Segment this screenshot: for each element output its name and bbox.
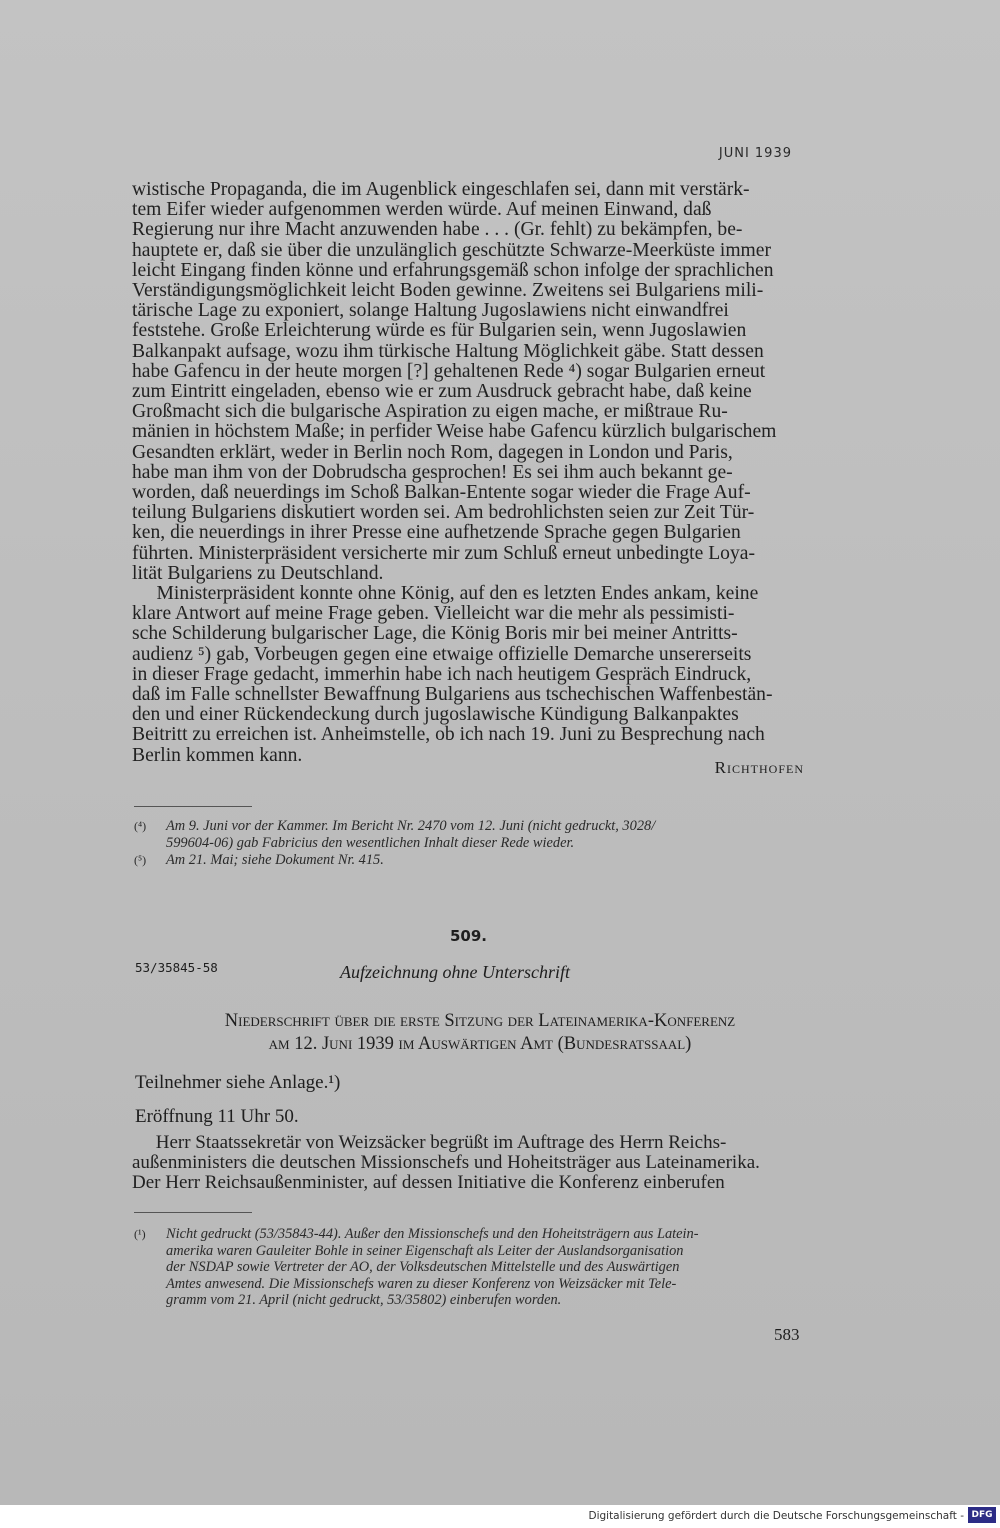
text-line: ken, die neuerdings in ihrer Presse eine aufhetzende Sprache gegen Bulgarien [132,523,741,544]
footnote-4 [134,818,802,851]
document-kind: Aufzeichnung ohne Unterschrift [340,962,570,982]
text-line: leicht Eingang finden könne und erfahrungsgemäß schon infolge der sprachlichen [132,260,774,281]
document-heading-line-1: Niederschrift über die erste Sitzung der Lateinamerika-Konferenz [224,1011,736,1031]
footnote-line: amerika waren Gauleiter Bohle in seiner Eigenschaft als Leiter der Auslandsorganisation [166,1242,684,1259]
signature: Richthofen [714,758,804,777]
text-line: Ministerpräsident konnte ohne König, auf den es letzten Endes ankam, keine [132,584,759,605]
page-number: 583 [774,1325,800,1344]
text-line: Balkanpakt aufsage, wozu ihm türkische Haltung Möglichkeit gäbe. Statt dessen [132,341,764,362]
document-reference: 53/35845-58 [135,960,218,975]
text-line: in dieser Frage gedacht, immerhin habe ich nach heutigem Gespräch Eindruck, [132,664,752,685]
footnote-rule [134,1212,252,1213]
footnote-rule [134,806,252,807]
footnote-line: Amtes anwesend. Die Missionschefs waren zu dieser Konferenz von Weizsäcker mit Tele- [166,1275,677,1292]
text-line: den und einer Rückendeckung durch jugoslawische Kündigung Balkanpaktes [132,705,739,726]
text-line: Verständigungsmöglichkeit leicht Boden gewinne. Zweitens sei Bulgariens mili- [132,281,764,302]
text-line: feststehe. Große Erleichterung würde es für Bulgarien sein, wenn Jugoslawien [132,321,747,342]
text-line: Großmacht sich die bulgarische Aspiration zu eigen mache, er mißtraue Ru- [132,402,728,423]
text-line: habe man ihm von der Dobrudscha gesprochen! Es sei ihm auch bekannt ge- [132,462,733,483]
footnote-line: der NSDAP sowie Vertreter der AO, der Volksdeutschen Mittelstelle und des Auswärtigen [166,1259,680,1275]
text-line: tärische Lage zu exponiert, solange Haltung Jugoslawiens nicht einwandfrei [132,301,729,322]
text-line: mänien in höchstem Maße; in perfider Weise habe Gafencu kürzlich bulgarischem [132,422,777,443]
text-line: habe Gafencu in der heute morgen [?] gehaltenen Rede ⁴) sogar Bulgarien erneut [132,361,766,382]
text-line: worden, daß neuerdings im Schoß Balkan-Entente sogar wieder die Frage Auf- [132,483,751,504]
footnote-line: Nicht gedruckt (53/35843-44). Außer den Missionschefs und den Hoheitsträgern aus Latein- [166,1226,699,1242]
footnote-number: (¹) [134,1227,146,1241]
text-line: führten. Ministerpräsident versicherte mir zum Schluß erneut unbedingte Loya- [132,543,756,564]
credit-text: Digitalisierung gefördert durch die Deutsche Forschungsgemeinschaft - [588,1510,964,1522]
footnote-line: Am 21. Mai; siehe Dokument Nr. 415. [166,852,384,868]
text-line: Beitritt zu erreichen ist. Anheimstelle, ob ich nach 19. Juni zu Besprechung nach [132,725,765,746]
text-line: zum Eintritt eingeladen, ebenso wie er zum Ausdruck gebracht habe, daß keine [132,382,752,403]
text-line: Herr Staatssekretär von Weizsäcker begrüßt im Auftrage des Herrn Reichs- [132,1133,727,1153]
footnote-5 [134,852,802,869]
footnote-line: Am 9. Juni vor der Kammer. Im Bericht Nr. 2470 vom 12. Juni (nicht gedruckt, 3028/ [166,818,656,834]
text-line: teilung Bulgariens diskutiert worden sei. Am bedrohlichsten seien zur Zeit Tür- [132,503,755,524]
text-line: Gesandten erklärt, weder in Berlin noch Rom, dagegen in London und Paris, [132,442,733,463]
text-line: daß im Falle schnellster Bewaffnung Bulgariens aus tschechischen Waffenbestän- [132,685,773,706]
text-line: außenministers die deutschen Missionschefs und Hoheitsträger aus Lateinamerika. [132,1153,760,1174]
text-line: klare Antwort auf meine Frage geben. Vielleicht war die mehr als pessimisti- [132,604,735,625]
text-line: sche Schilderung bulgarischer Lage, die König Boris mir bei meiner Antritts- [132,624,738,645]
dfg-logo[interactable]: DFG [968,1507,996,1523]
footnote-number: (⁵) [134,853,147,867]
participants-line: Teilnehmer siehe Anlage.¹) [135,1072,341,1093]
text-line: hauptete er, daß sie über die unzulänglich geschützte Schwarze-Meerküste immer [132,240,772,261]
opening-line: Eröffnung 11 Uhr 50. [135,1106,299,1127]
document-heading-line-2: am 12. Juni 1939 im Auswärtigen Amt (Bundesratssaal) [268,1034,692,1054]
text-line: Berlin kommen kann. [132,745,303,766]
text-line: lität Bulgariens zu Deutschland. [132,563,384,584]
document-number: 509. [450,927,488,945]
text-line: wistische Propaganda, die im Augenblick eingeschlafen sei, dann mit verstärk- [132,180,750,200]
running-head: JUNI 1939 [718,146,792,161]
footnote-number: (⁴) [134,819,147,833]
text-line: Der Herr Reichsaußenminister, auf dessen Initiative die Konferenz einberufen [132,1173,725,1194]
text-line: audienz ⁵) gab, Vorbeugen gegen eine etwaige offizielle Demarche unsererseits [132,644,752,665]
document-body [132,1133,796,1194]
footnote-1 [134,1226,802,1309]
footnote-line: 599604-06) gab Fabricius den wesentlichen Inhalt dieser Rede wieder. [166,834,575,851]
main-text [132,180,796,766]
footnote-line: gramm vom 21. April (nicht gedruckt, 53/35802) einberufen worden. [166,1292,562,1308]
text-line: Regierung nur ihre Macht anzuwenden habe . . . (Gr. fehlt) zu bekämpfen, be- [132,220,743,241]
text-line: tem Eifer wieder aufgenommen werden würde. Auf meinen Einwand, daß [132,200,712,221]
